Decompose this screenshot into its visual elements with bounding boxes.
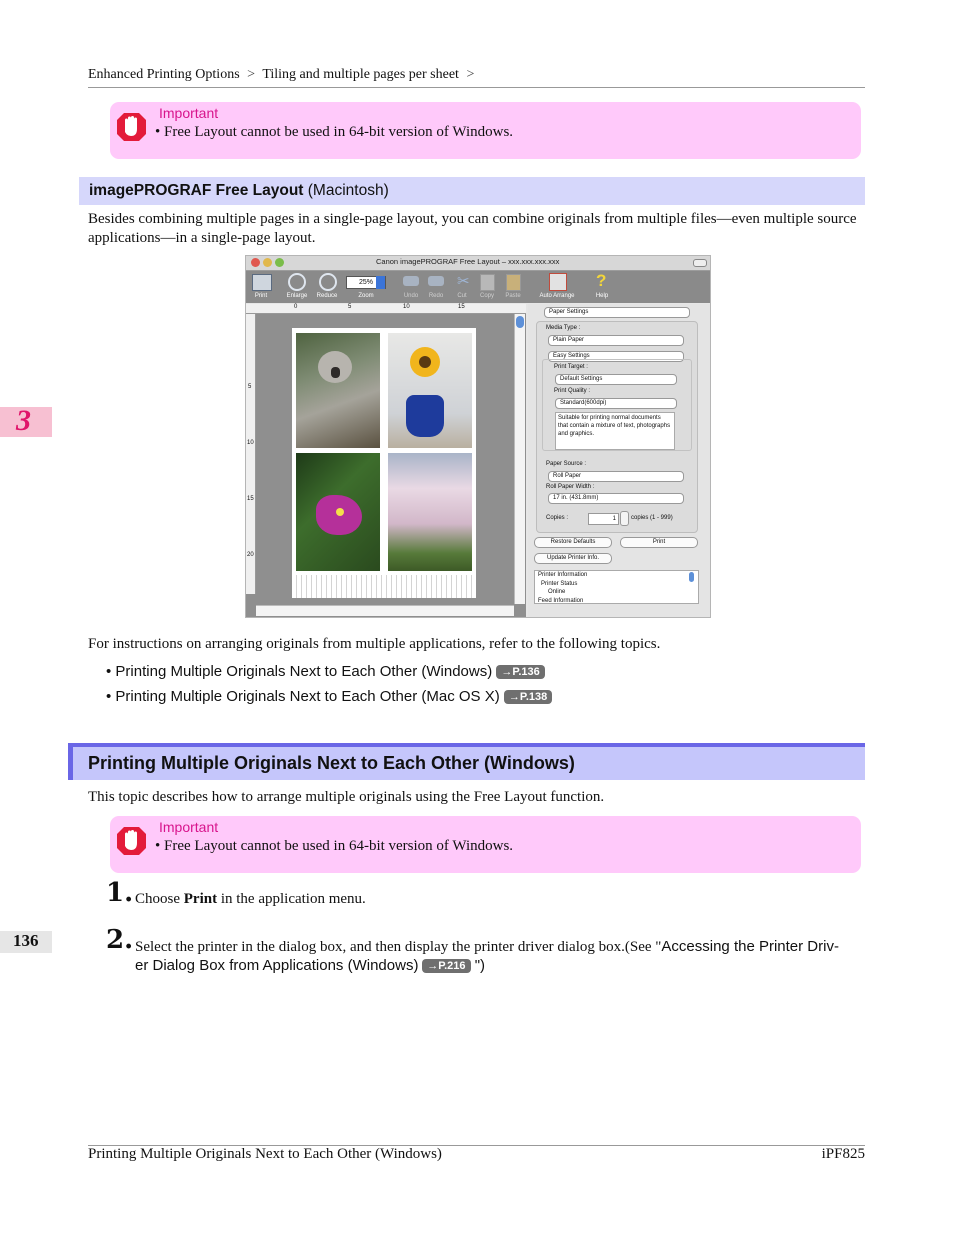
restore-defaults-label: Restore Defaults (550, 539, 596, 545)
toolbar-copy-label: Copy (479, 293, 494, 299)
info-line: Feed Information (538, 597, 584, 604)
ruler-label: 5 (348, 304, 352, 310)
breadcrumb-separator: > (466, 67, 475, 82)
breadcrumb-separator: > (247, 67, 256, 82)
topic-link-item: • Printing Multiple Originals Next to Each Other (Windows) →P.136 (106, 663, 545, 680)
step-text: Choose Print in the application menu. (135, 891, 366, 907)
update-printer-info-button[interactable] (534, 553, 612, 564)
restore-defaults-button[interactable] (534, 537, 612, 548)
print-icon[interactable] (252, 274, 272, 291)
print-button-label: Print (652, 539, 666, 545)
horizontal-scrollbar[interactable] (256, 605, 514, 616)
koala-photo[interactable] (296, 333, 380, 448)
paper-source-label: Paper Source : (546, 461, 587, 467)
sunflower-photo[interactable] (388, 333, 472, 448)
media-type-value: Plain Paper (553, 337, 585, 343)
section-title-rest: (Macintosh) (303, 182, 389, 199)
copy-icon (480, 274, 495, 291)
footer-title: Printing Multiple Originals Next to Each Other (Windows) (88, 1146, 442, 1162)
layout-canvas (246, 304, 526, 617)
zoom-value: 25% (358, 279, 373, 286)
topic-link[interactable]: Printing Multiple Originals Next to Each Other (Windows) (115, 663, 493, 680)
breadcrumb-item-2[interactable]: Tiling and multiple pages per sheet (262, 67, 459, 82)
chapter-tab (0, 404, 52, 437)
paste-icon (506, 274, 521, 291)
print-quality-label: Print Quality : (554, 388, 591, 394)
help-icon[interactable]: ? (596, 271, 607, 290)
top-ruler (246, 304, 526, 314)
section-title (89, 182, 389, 200)
print-quality-value: Standard(600dpi) (560, 400, 607, 406)
toolbar-zoom-label[interactable]: Zoom (358, 293, 374, 299)
ruler-label: 10 (403, 304, 410, 310)
toolbar-print-label[interactable]: Print (254, 293, 268, 299)
info-line: Printer Information (538, 572, 588, 578)
media-type-label: Media Type : (546, 325, 581, 331)
left-ruler (246, 314, 256, 594)
menu-command: Print (183, 891, 218, 907)
cut-icon: ✂ (457, 273, 470, 290)
section-paragraph: This topic describes how to arrange multiple originals using the Free Layout function. (88, 789, 605, 805)
breadcrumb (88, 67, 478, 83)
breadcrumb-item-1[interactable]: Enhanced Printing Options (88, 67, 240, 82)
minimize-icon[interactable] (263, 258, 272, 267)
section-heading-bar (79, 177, 865, 205)
toolbar-undo-label: Undo (403, 293, 419, 299)
info-line: Online (548, 589, 566, 595)
copies-input[interactable] (588, 513, 619, 525)
flower-photo[interactable] (296, 453, 380, 571)
print-target-value: Default Settings (560, 376, 603, 382)
media-type-select[interactable] (548, 335, 684, 346)
easy-settings-value: Easy Settings (553, 353, 590, 359)
toolbar-paste-label: Paste (505, 293, 521, 299)
toolbar-redo-label: Redo (428, 293, 444, 299)
step-link[interactable]: Accessing the Printer Driv- (661, 938, 839, 955)
instructions-paragraph: For instructions on arranging originals from multiple applications, refer to the following topics. (88, 636, 661, 652)
app-toolbar (246, 271, 710, 303)
info-line: Printer Status (541, 580, 578, 587)
printer-info-box (534, 570, 699, 604)
reduce-icon[interactable] (319, 273, 337, 291)
roll-width-select[interactable] (548, 493, 684, 504)
page-ref-badge[interactable]: →P.138 (504, 690, 552, 704)
ruler-label: 15 (247, 496, 254, 502)
window-title: Canon imagePROGRAF Free Layout – xxx.xxx.xxx.xxx (376, 257, 560, 266)
free-layout-screenshot (245, 255, 711, 618)
copies-range: copies (1 - 999) (631, 515, 673, 521)
note-text: • Free Layout cannot be used in 64-bit version of Windows. (155, 838, 514, 854)
ruler-label: 10 (247, 440, 254, 446)
settings-panel (528, 304, 710, 617)
section-paragraph: Besides combining multiple pages in a single-page layout, you can combine originals from multiple files—even multiple source applications—in a single-page layout. (88, 211, 857, 246)
section-title-bold: imagePROGRAF Free Layout (89, 182, 304, 199)
page-ref-badge[interactable]: →P.136 (496, 665, 544, 679)
toolbar-reduce-label[interactable]: Reduce (316, 293, 338, 299)
info-scroll-thumb[interactable] (689, 572, 694, 582)
scroll-thumb[interactable] (516, 316, 524, 328)
note-text: • Free Layout cannot be used in 64-bit version of Windows. (155, 124, 514, 140)
toolbar-toggle-icon[interactable] (693, 259, 707, 267)
print-quality-select[interactable] (555, 398, 677, 409)
step-number: 2. (106, 925, 134, 955)
toolbar-cut-label: Cut (457, 293, 467, 299)
roll-width-label: Roll Paper Width : (546, 484, 595, 490)
toolbar-help-label[interactable]: Help (595, 293, 609, 299)
step-number: 1. (106, 878, 134, 908)
copies-value: 1 (612, 516, 616, 522)
print-target-label: Print Target : (554, 364, 588, 370)
topic-link[interactable]: Printing Multiple Originals Next to Each Other (Mac OS X) (115, 688, 500, 705)
copies-label: Copies : (546, 515, 569, 521)
section-title: Printing Multiple Originals Next to Each Other (Windows) (88, 753, 575, 773)
redo-icon (428, 276, 444, 286)
important-note (110, 102, 861, 159)
enlarge-icon[interactable] (288, 273, 306, 291)
page-empty-area (292, 575, 476, 598)
stop-hand-icon (115, 110, 148, 143)
chapter-number: 3 (16, 404, 31, 437)
page-number: 136 (13, 931, 39, 950)
paper-settings-select[interactable] (544, 307, 690, 318)
note-title: Important (159, 819, 219, 835)
page-ref-badge[interactable]: →P.216 (422, 959, 470, 973)
window-title-bar (246, 256, 710, 271)
vertical-scrollbar[interactable] (514, 314, 525, 604)
topic-link-item: • Printing Multiple Originals Next to Each Other (Mac OS X) →P.138 (106, 688, 552, 705)
step-link[interactable]: er Dialog Box from Applications (Windows) (135, 957, 419, 974)
zoom-dropdown-icon[interactable] (376, 276, 385, 289)
paper-source-select[interactable] (548, 471, 684, 482)
ruler-label: 0 (294, 304, 298, 310)
paper-source-value: Roll Paper (553, 473, 582, 479)
toolbar-enlarge-label[interactable]: Enlarge (286, 293, 308, 299)
note-title: Important (159, 105, 219, 121)
print-target-select[interactable] (555, 374, 677, 385)
page-number-box (0, 931, 52, 953)
undo-icon (403, 276, 419, 286)
important-note (110, 816, 861, 873)
footer-model: iPF825 (821, 1146, 865, 1162)
quality-description: Suitable for printing normal documents that contain a mixture of text, photographs and graphics. (555, 412, 675, 450)
stop-hand-icon (115, 824, 148, 857)
print-button[interactable] (620, 537, 698, 548)
ruler-label: 15 (458, 304, 465, 310)
update-printer-info-label: Update Printer Info. (546, 555, 600, 561)
layout-page (292, 328, 476, 598)
zoom-window-icon[interactable] (275, 258, 284, 267)
copies-stepper[interactable] (620, 511, 629, 526)
auto-arrange-icon[interactable] (549, 273, 567, 291)
cherry-tree-photo[interactable] (388, 453, 472, 571)
section-heading-bar (68, 743, 865, 780)
toolbar-auto-arrange-label[interactable]: Auto Arrange (539, 293, 575, 299)
header-rule (88, 87, 865, 88)
roll-width-value: 17 in. (431.8mm) (553, 495, 599, 501)
ruler-label: 5 (248, 384, 252, 390)
step-text: Select the printer in the dialog box, and then display the printer driver dialog box.(See "Accessing the Printer Driv- (135, 938, 839, 955)
close-icon[interactable] (251, 258, 260, 267)
paper-settings-value: Paper Settings (549, 309, 589, 315)
ruler-label: 20 (247, 552, 254, 558)
step-text-continued: er Dialog Box from Applications (Windows) →P.216 ") (135, 957, 486, 974)
